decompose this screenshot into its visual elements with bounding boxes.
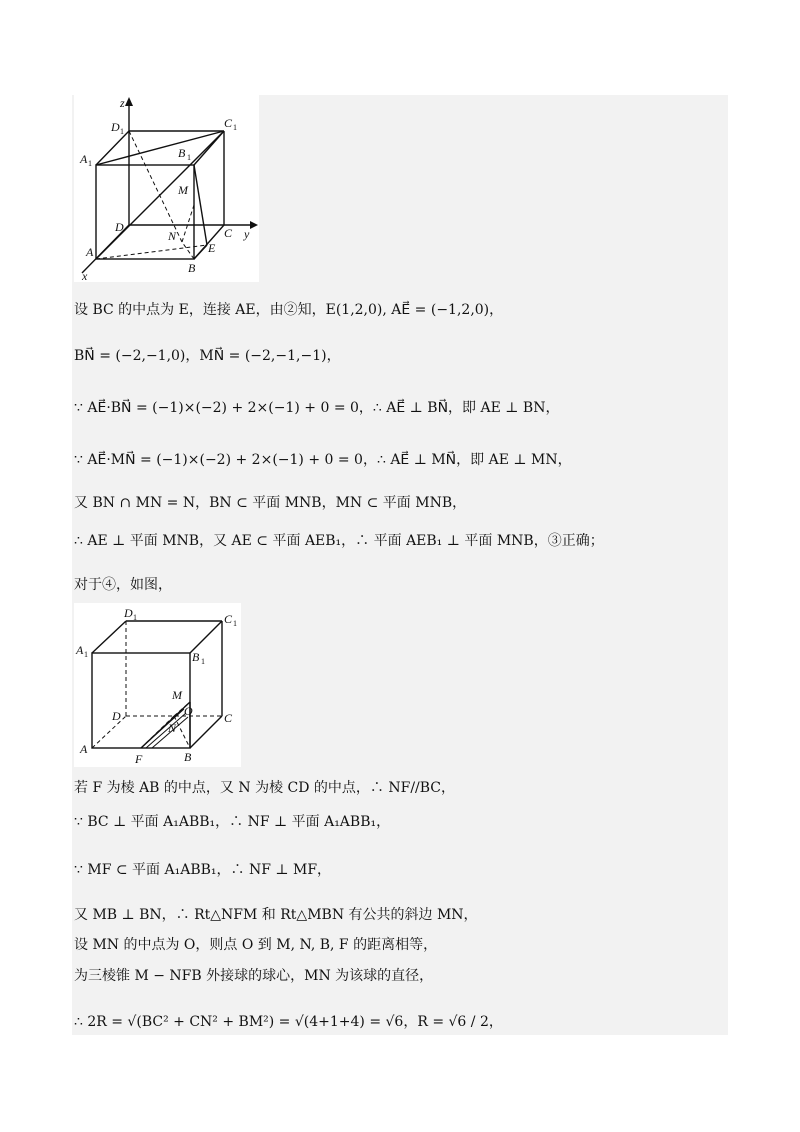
label2-B1: B xyxy=(192,650,200,664)
label-A1-sub: 1 xyxy=(88,159,92,168)
figure-cube-coordinate xyxy=(74,95,259,282)
label2-B: B xyxy=(184,750,192,764)
label2-N: N xyxy=(168,721,177,735)
text-line-4: ∵ AE⃗·MN⃗ = (−1)×(−2) + 2×(−1) + 0 = 0，∴ AE⃗ ⊥ MN⃗，即 AE ⊥ MN， xyxy=(74,452,572,468)
text-line-14: ∴ 2R = √(BC² + CN² + BM²) = √(4+1+4) = √6，R = √6 / 2， xyxy=(74,1014,503,1030)
label-D1: D xyxy=(111,120,120,134)
text-line-2: BN⃗ = (−2,−1,0)，MN⃗ = (−2,−1,−1)， xyxy=(74,348,341,364)
label-E: E xyxy=(208,241,216,255)
label-x: x xyxy=(82,269,88,282)
label-B1-sub: 1 xyxy=(187,153,191,162)
label2-A1: A xyxy=(76,643,84,657)
text-line-12: 设 MN 的中点为 O，则点 O 到 M, N, B, F 的距离相等， xyxy=(74,937,438,953)
label-A: A xyxy=(86,245,94,259)
label-y: y xyxy=(244,227,250,241)
text-line-11: 又 MB ⊥ BN，∴ Rt△NFM 和 Rt△MBN 有公共的斜边 MN， xyxy=(74,907,478,923)
text-line-6: ∴ AE ⊥ 平面 MNB，又 AE ⊂ 平面 AEB₁，∴ 平面 AEB₁ ⊥ 平面 MNB，③正确； xyxy=(74,533,604,549)
label2-D1: D xyxy=(124,606,133,620)
label-B: B xyxy=(188,261,196,275)
label2-O: O xyxy=(184,704,193,718)
label2-A: A xyxy=(80,742,88,756)
label-N: N xyxy=(168,229,177,243)
text-line-10: ∵ MF ⊂ 平面 A₁ABB₁，∴ NF ⊥ MF， xyxy=(74,862,332,878)
label2-C1: C xyxy=(224,612,233,626)
label2-B1-sub: 1 xyxy=(201,657,205,666)
label2-C: C xyxy=(224,711,233,725)
label-D1-sub: 1 xyxy=(120,127,124,136)
text-line-13: 为三棱锥 M − NFB 外接球的球心，MN 为该球的直径， xyxy=(74,968,434,984)
label-A1: A xyxy=(80,152,88,166)
text-line-3: ∵ AE⃗·BN⃗ = (−1)×(−2) + 2×(−1) + 0 = 0，∴ AE⃗ ⊥ BN⃗，即 AE ⊥ BN， xyxy=(74,400,560,416)
label-B1: B xyxy=(178,146,186,160)
label-C: C xyxy=(224,226,233,240)
figure-cube-midpoints xyxy=(74,603,241,767)
label-z: z xyxy=(120,96,125,110)
label-M: M xyxy=(178,183,188,197)
label2-D1-sub: 1 xyxy=(133,613,137,622)
label-C1: C xyxy=(224,116,233,130)
label2-A1-sub: 1 xyxy=(84,650,88,659)
label2-C1-sub: 1 xyxy=(233,619,237,628)
text-line-5: 又 BN ∩ MN = N，BN ⊂ 平面 MNB，MN ⊂ 平面 MNB， xyxy=(74,495,467,511)
text-line-8: 若 F 为棱 AB 的中点，又 N 为棱 CD 的中点，∴ NF//BC， xyxy=(74,780,456,796)
label2-F: F xyxy=(135,752,143,766)
text-line-1: 设 BC 的中点为 E，连接 AE，由②知，E(1,2,0), AE⃗ = (−1,2,0)， xyxy=(74,302,504,318)
label2-D: D xyxy=(112,709,121,723)
label2-M: M xyxy=(172,688,182,702)
label-C1-sub: 1 xyxy=(233,123,237,132)
label-D: D xyxy=(115,220,124,234)
text-line-9: ∵ BC ⊥ 平面 A₁ABB₁，∴ NF ⊥ 平面 A₁ABB₁， xyxy=(74,814,391,830)
text-line-7: 对于④，如图， xyxy=(74,577,172,593)
